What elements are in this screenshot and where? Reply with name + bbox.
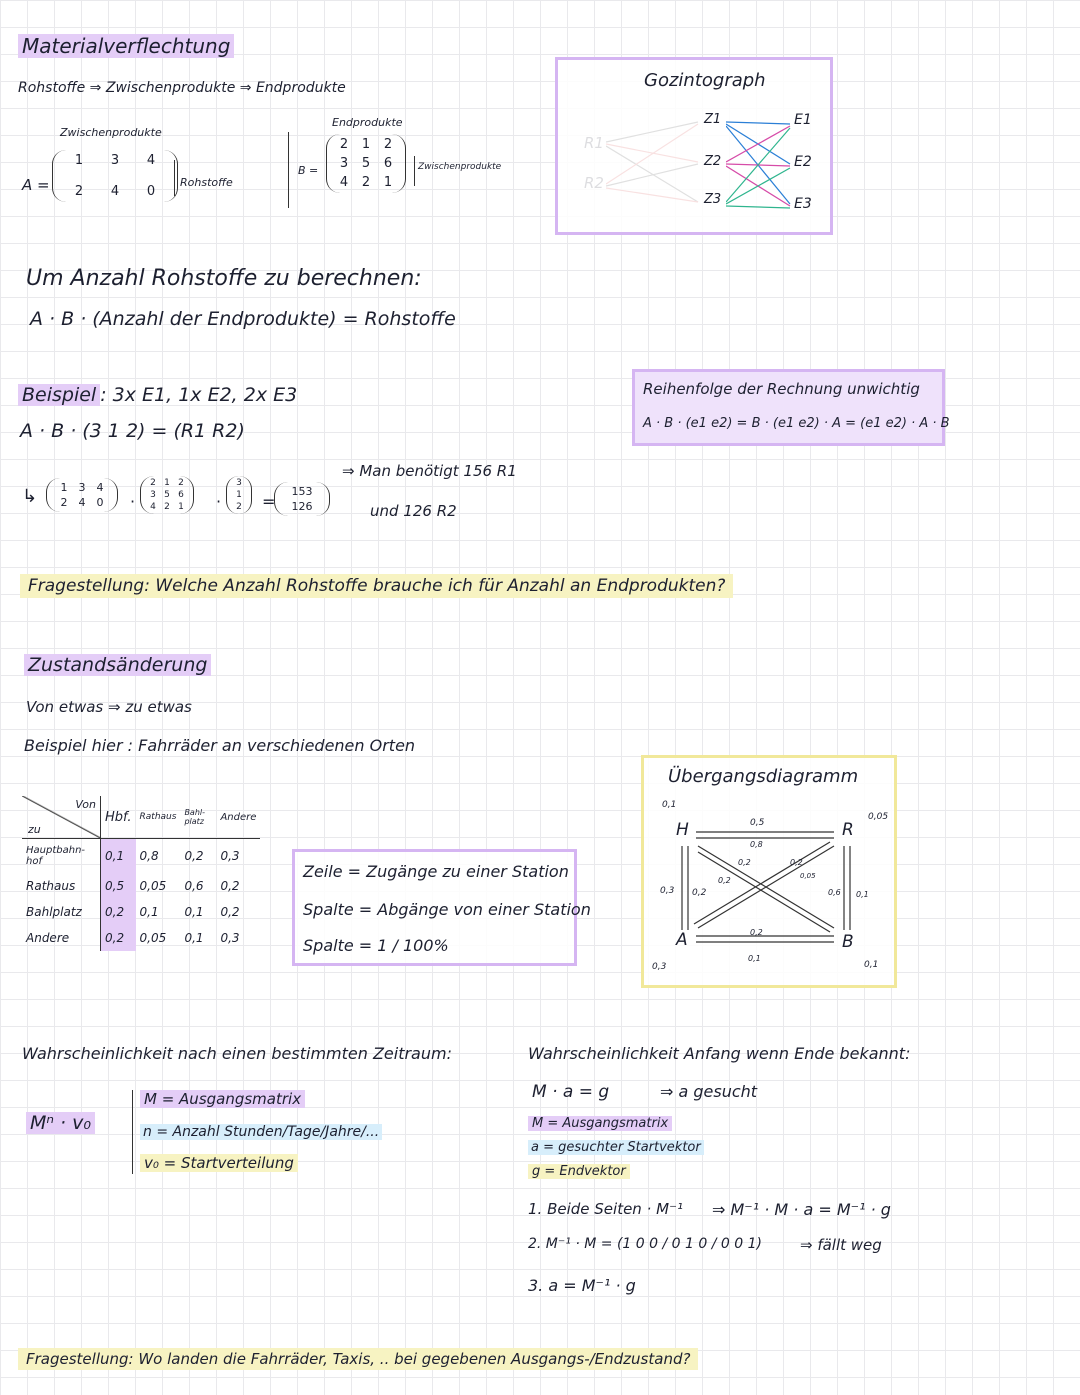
header-hbf: Hbf. — [105, 809, 132, 825]
state-sub: Von etwas ⇒ zu etwas — [26, 698, 192, 716]
matrix-b-cell: 3 — [339, 156, 349, 171]
transition-table-wrap — [22, 796, 260, 951]
table-cell: 0,1 — [101, 839, 136, 874]
gozinto-right-edges — [726, 116, 792, 212]
edge-label: 0,1 — [662, 800, 677, 810]
matrix-b-cell: 6 — [383, 156, 393, 171]
matrix-b — [326, 134, 406, 193]
prob-right-title: Wahrscheinlichkeit Anfang wenn Ende bekannt: — [528, 1044, 911, 1063]
gozinto-z2: Z2 — [704, 154, 722, 169]
prob-right-formula: M · a = g — [532, 1082, 610, 1102]
rules-box — [292, 849, 591, 966]
table-cell: 0,3 — [220, 931, 240, 945]
row-label: Andere — [22, 925, 101, 951]
edge-label: 0,1 — [864, 960, 879, 970]
vector-cell: 1 — [236, 490, 242, 500]
table-cell: 0,5 — [101, 873, 136, 899]
matrix-cell: 3 — [78, 481, 86, 494]
prob-left-def-2: n = Anzahl Stunden/Tage/Jahre/... — [140, 1124, 382, 1140]
result-text-1: ⇒ Man benötigt 156 R1 — [342, 462, 517, 480]
table-cell: 0,2 — [101, 899, 136, 925]
example-label: Beispiel — [18, 384, 100, 406]
header-rathaus: Rathaus — [139, 812, 177, 822]
order-box — [632, 369, 950, 446]
gozinto-title: Gozintograph — [644, 70, 766, 91]
matrix-cell: 2 — [178, 478, 184, 488]
question-1: Fragestellung: Welche Anzahl Rohstoffe brauche ich für Anzahl an Endprodukten? — [20, 574, 733, 598]
example-formula: A · B · (3 1 2) = (R1 R2) — [20, 420, 245, 442]
diagram-title: Übergangsdiagramm — [668, 766, 859, 787]
matrix-a-cell: 0 — [146, 184, 156, 199]
transition-diagram-box — [641, 755, 897, 988]
row-label: Hauptbahn-hof — [22, 839, 101, 874]
table-cell: 0,1 — [184, 905, 204, 919]
matrix-b-row-label: Zwischenprodukte — [418, 162, 502, 172]
table-row — [22, 899, 260, 925]
prob-right-def-2: a = gesuchter Startvektor — [528, 1140, 704, 1155]
table-cell: 0,1 — [184, 931, 204, 945]
matrix-b-cell: 1 — [361, 137, 371, 152]
matrix-cell: 1 — [164, 478, 170, 488]
prob-right-step-1-result: ⇒ M⁻¹ · M · a = M⁻¹ · g — [712, 1200, 891, 1219]
edge-label: 0,2 — [718, 876, 731, 885]
vector-cell: 3 — [236, 478, 242, 488]
matrix-cell: 2 — [60, 496, 68, 509]
edge-label: 0,05 — [868, 812, 889, 822]
question-2: Fragestellung: Wo landen die Fahrräder, Taxis, .. bei gegebenen Ausgangs-/Endzustand? — [18, 1348, 698, 1370]
matrix-cell: 1 — [178, 502, 184, 512]
order-line-1: Reihenfolge der Rechnung unwichtig — [643, 380, 920, 398]
matrix-a-cell: 4 — [110, 184, 120, 199]
prob-right-step-2-result: ⇒ fällt weg — [800, 1236, 882, 1254]
rules-line-1: Zeile = Zugänge zu einer Station — [303, 862, 569, 881]
matrix-cell: 2 — [150, 478, 156, 488]
vector-cell: 126 — [291, 500, 313, 513]
matrix-cell: 4 — [96, 481, 104, 494]
matrix-b-label: B = — [298, 164, 319, 177]
example-matrix-a — [46, 478, 118, 512]
prob-right-step-3: 3. a = M⁻¹ · g — [528, 1276, 636, 1295]
example-vector — [226, 476, 252, 514]
matrix-b-cell: 2 — [339, 137, 349, 152]
matrix-cell: 4 — [150, 502, 156, 512]
gozinto-box — [555, 57, 833, 235]
matrix-a — [52, 150, 178, 202]
matrix-b-cell: 4 — [339, 175, 349, 190]
edge-label: 0,1 — [856, 890, 869, 899]
example-matrix-b — [140, 476, 194, 514]
table-row — [22, 873, 260, 899]
node-b: B — [842, 932, 854, 952]
edge-label: 0,5 — [750, 818, 765, 828]
page-title: Materialverflechtung — [18, 34, 234, 58]
edge-label: 0,2 — [692, 888, 707, 898]
matrix-b-cell: 2 — [361, 175, 371, 190]
prob-right-def-3: g = Endvektor — [528, 1164, 630, 1179]
table-cell: 0,05 — [139, 879, 167, 893]
matrix-cell: 1 — [60, 481, 68, 494]
example-text: : 3x E1, 1x E2, 2x E3 — [100, 384, 298, 406]
result-text-2: und 126 R2 — [370, 502, 457, 520]
node-h: H — [676, 820, 689, 840]
node-a: A — [676, 930, 688, 950]
matrix-a-cell: 1 — [74, 153, 84, 168]
matrix-b-col-header: Endprodukte — [332, 116, 403, 129]
table-cell: 0,1 — [139, 905, 159, 919]
table-cell: 0,2 — [220, 879, 240, 893]
prob-left-formula: Mⁿ · v₀ — [26, 1112, 95, 1134]
corner-zu: zu — [28, 823, 41, 836]
prob-left-def-1: M = Ausgangsmatrix — [140, 1090, 305, 1108]
matrix-a-label: A = — [22, 176, 50, 194]
matrix-b-cell: 2 — [383, 137, 393, 152]
table-cell: 0,3 — [220, 849, 240, 863]
gozinto-z1: Z1 — [704, 112, 722, 127]
order-line-2: A · B · (e1 e2) = B · (e1 e2) · A = (e1 e2) · A · B — [643, 416, 950, 431]
row-label: Rathaus — [22, 873, 101, 899]
edge-label: 0,2 — [750, 928, 763, 937]
matrix-cell: 3 — [150, 490, 156, 500]
rules-line-2: Spalte = Abgänge von einer Station — [303, 900, 591, 919]
state-example: Beispiel hier : Fahrräder an verschiedenen Orten — [24, 736, 416, 755]
table-cell: 0,2 — [101, 925, 136, 951]
vector-cell: 153 — [291, 485, 313, 498]
transition-table — [22, 796, 260, 951]
edge-label: 0,3 — [660, 886, 675, 896]
node-r: R — [842, 820, 854, 840]
flow-text: Rohstoffe ⇒ Zwischenprodukte ⇒ Endprodukte — [18, 80, 346, 96]
calc-intro: Um Anzahl Rohstoffe zu berechnen: — [26, 266, 422, 291]
prob-right-step-2: 2. M⁻¹ · M = (1 0 0 / 0 1 0 / 0 0 1) — [528, 1236, 762, 1252]
edge-label: 0,6 — [828, 888, 841, 897]
table-cell: 0,8 — [139, 849, 159, 863]
result-vector — [274, 482, 330, 516]
edge-label: 0,8 — [750, 840, 763, 849]
table-cell: 0,6 — [184, 879, 204, 893]
calc-formula: A · B · (Anzahl der Endprodukte) = Rohstoffe — [30, 308, 456, 330]
matrix-cell: 0 — [96, 496, 104, 509]
prob-left-title: Wahrscheinlichkeit nach einen bestimmten Zeitraum: — [22, 1044, 452, 1063]
matrix-a-cell: 4 — [146, 153, 156, 168]
edge-label: 0,2 — [790, 858, 803, 867]
gozinto-e3: E3 — [794, 196, 812, 212]
rules-line-3: Spalte = 1 / 100% — [303, 936, 449, 955]
vector-cell: 2 — [236, 502, 242, 512]
matrix-cell: 5 — [164, 490, 170, 500]
prob-left-def-3: v₀ = Startverteilung — [140, 1154, 298, 1172]
table-cell: 0,2 — [220, 905, 240, 919]
header-andere: Andere — [220, 811, 257, 823]
matrix-a-cell: 3 — [110, 153, 120, 168]
table-row — [22, 839, 260, 874]
matrix-cell: 4 — [78, 496, 86, 509]
matrix-cell: 2 — [164, 502, 170, 512]
edge-label: 0,3 — [652, 962, 667, 972]
prob-right-step-1: 1. Beide Seiten · M⁻¹ — [528, 1200, 683, 1218]
prob-right-formula-note: ⇒ a gesucht — [660, 1082, 758, 1101]
gozinto-e1: E1 — [794, 112, 812, 128]
matrix-a-row-label: Rohstoffe — [180, 176, 233, 189]
matrix-a-cell: 2 — [74, 184, 84, 199]
header-bahlplatz: Bahl-platz — [184, 808, 206, 826]
corner-von: Von — [75, 798, 96, 811]
table-cell: 0,05 — [139, 931, 167, 945]
table-row — [22, 925, 260, 951]
prob-right-def-1: M = Ausgangsmatrix — [528, 1116, 672, 1131]
edge-label: 0,1 — [748, 954, 761, 963]
matrix-b-cell: 1 — [383, 175, 393, 190]
matrix-a-col-header: Zwischenprodukte — [60, 126, 162, 139]
matrix-b-cell: 5 — [361, 156, 371, 171]
gozinto-z3: Z3 — [704, 192, 722, 207]
edge-label: 0,05 — [800, 872, 816, 880]
gozinto-e2: E2 — [794, 154, 812, 170]
table-cell: 0,2 — [184, 849, 204, 863]
diagram-edges — [644, 758, 894, 986]
row-label: Bahlplatz — [22, 899, 101, 925]
state-title: Zustandsänderung — [24, 654, 211, 676]
edge-label: 0,2 — [738, 858, 751, 867]
matrix-cell: 6 — [178, 490, 184, 500]
